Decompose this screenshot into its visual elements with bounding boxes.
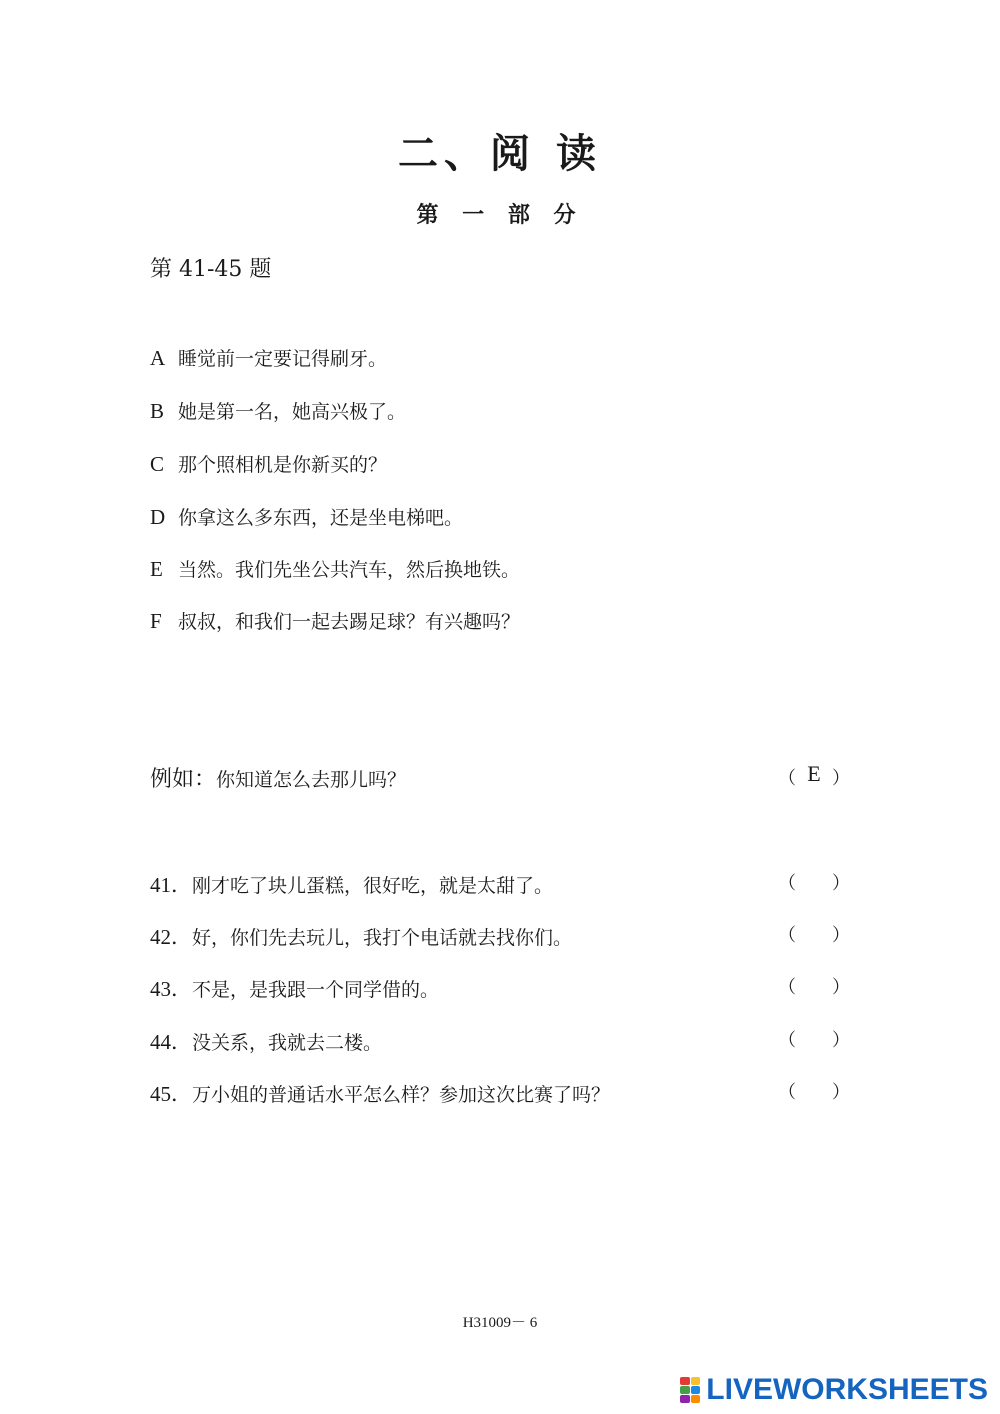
example-text: 你知道怎么去那儿吗？ xyxy=(216,769,407,791)
question-number: 45． xyxy=(150,1082,192,1106)
answer-blank[interactable] xyxy=(778,1026,850,1052)
question-number: 44． xyxy=(150,1030,192,1054)
option-text: 叔叔，和我们一起去踢足球？有兴趣吗？ xyxy=(178,611,521,633)
answer-blank[interactable] xyxy=(778,973,850,999)
option-b xyxy=(150,397,406,424)
question-range: 第 41-45 题 xyxy=(150,257,272,282)
option-c xyxy=(150,450,387,477)
option-letter: D xyxy=(150,505,166,529)
option-text: 那个照相机是你新买的？ xyxy=(178,454,388,476)
question-42 xyxy=(150,921,850,951)
example-answer-box xyxy=(778,761,850,790)
close-paren: ） xyxy=(832,1082,850,1103)
question-44 xyxy=(150,1026,850,1056)
question-text: 刚才吃了块儿蛋糕，很好吃，就是太甜了。 xyxy=(192,875,554,897)
example-label: 例如： xyxy=(150,767,217,792)
answer-blank[interactable] xyxy=(778,1078,850,1104)
open-paren: （ xyxy=(778,1030,796,1051)
close-paren: ） xyxy=(832,925,850,946)
question-45 xyxy=(150,1078,850,1108)
liveworksheets-logo[interactable] xyxy=(680,1374,988,1406)
question-number: 43． xyxy=(150,977,192,1001)
close-paren: ） xyxy=(832,1030,850,1051)
question-text: 没关系，我就去二楼。 xyxy=(192,1032,383,1054)
open-paren: （ xyxy=(778,768,796,789)
example-row xyxy=(150,762,850,793)
question-text: 万小姐的普通话水平怎么样？参加这次比赛了吗？ xyxy=(192,1084,611,1106)
logo-blocks-icon xyxy=(680,1377,700,1403)
answer-blank[interactable] xyxy=(778,869,850,895)
option-e xyxy=(150,555,520,582)
question-43 xyxy=(150,973,850,1003)
option-letter: A xyxy=(150,346,166,370)
section-title: 二、阅 读 xyxy=(398,130,602,177)
option-letter: F xyxy=(150,609,162,633)
close-paren: ） xyxy=(832,977,850,998)
question-number: 42． xyxy=(150,925,192,949)
option-letter: E xyxy=(150,557,163,581)
answer-blank[interactable] xyxy=(778,921,850,947)
option-a xyxy=(150,344,387,371)
close-paren: ） xyxy=(831,768,850,789)
question-text: 不是，是我跟一个同学借的。 xyxy=(192,979,440,1001)
open-paren: （ xyxy=(778,977,796,998)
option-f xyxy=(150,607,520,634)
option-text: 你拿这么多东西，还是坐电梯吧。 xyxy=(178,507,464,529)
open-paren: （ xyxy=(778,925,796,946)
part-subtitle: 第 一 部 分 xyxy=(416,202,584,228)
question-text: 好，你们先去玩儿，我打个电话就去找你们。 xyxy=(192,927,573,949)
example-answer: E xyxy=(807,761,821,786)
logo-text: LIVEWORKSHEETS xyxy=(706,1373,988,1406)
question-number: 41． xyxy=(150,873,192,897)
option-text: 睡觉前一定要记得刷牙。 xyxy=(178,348,388,370)
option-letter: C xyxy=(150,452,165,476)
option-d xyxy=(150,503,463,530)
option-text: 当然。我们先坐公共汽车，然后换地铁。 xyxy=(178,559,521,581)
open-paren: （ xyxy=(778,873,796,894)
question-41 xyxy=(150,869,850,899)
close-paren: ） xyxy=(832,873,850,894)
open-paren: （ xyxy=(778,1082,796,1103)
option-text: 她是第一名，她高兴极了。 xyxy=(178,401,407,423)
page-code: H31009－ 6 xyxy=(462,1315,538,1331)
option-letter: B xyxy=(150,399,165,423)
